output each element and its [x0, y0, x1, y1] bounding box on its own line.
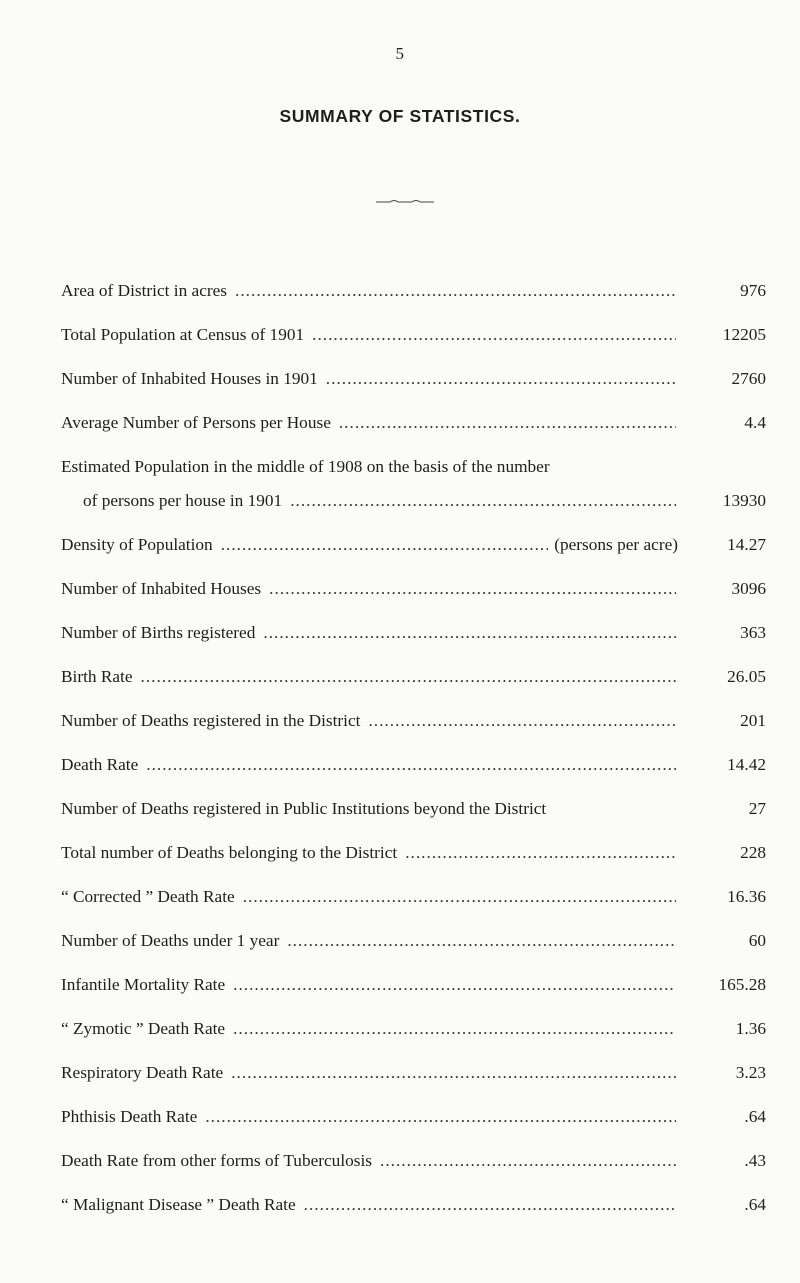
stat-row-corrected-death-rate: [61, 885, 766, 909]
stat-value: 14.42: [727, 755, 766, 774]
stat-row-infantile-mortality: [61, 973, 766, 997]
stat-row-houses-1901: [61, 367, 766, 391]
dot-leader: [368, 709, 676, 733]
stat-label: Number of Inhabited Houses: [61, 579, 262, 598]
stat-label: Number of Inhabited Houses in 1901: [61, 369, 318, 388]
page-title: SUMMARY OF STATISTICS.: [279, 106, 521, 126]
dot-leader: [141, 665, 676, 689]
stat-value: 228: [740, 843, 766, 862]
stat-row-malignant-death-rate: [61, 1193, 766, 1217]
stat-label: Number of Births registered: [61, 623, 256, 642]
stat-row-deaths-district: [61, 709, 766, 733]
dot-leader: [304, 1193, 676, 1217]
dot-leader: [405, 841, 676, 865]
stat-row-births: [61, 621, 766, 645]
stat-value: 26.05: [727, 667, 766, 686]
page-number: 5: [395, 44, 405, 63]
stat-row-tuberculosis-death-rate: [61, 1149, 766, 1173]
stat-label: Infantile Mortality Rate: [61, 975, 226, 994]
stat-label: Phthisis Death Rate: [61, 1107, 198, 1126]
stat-label: Total Population at Census of 1901: [61, 325, 305, 344]
statistics-table: [61, 279, 766, 1237]
dot-leader: [290, 489, 676, 513]
stat-value: 165.28: [718, 975, 766, 994]
stat-value: 201: [740, 711, 766, 730]
stat-value: 4.4: [744, 413, 766, 432]
stat-row-inhabited-houses: [61, 577, 766, 601]
stat-row-respiratory-death-rate: [61, 1061, 766, 1085]
dot-leader: [326, 367, 676, 391]
stat-label: Number of Deaths under 1 year: [61, 931, 280, 950]
stat-label: “ Malignant Disease ” Death Rate: [61, 1195, 296, 1214]
stat-row-persons-per-house: [61, 411, 766, 435]
stat-value: 60: [748, 931, 766, 950]
stat-value: .43: [744, 1151, 766, 1170]
stat-value: 3096: [731, 579, 766, 598]
stat-value: 27: [748, 799, 766, 818]
dot-leader: [243, 885, 676, 909]
stat-row-area: [61, 279, 766, 303]
dot-leader: [221, 533, 549, 557]
stat-value: 976: [740, 281, 766, 300]
dot-leader: [287, 929, 676, 953]
stat-row-death-rate: [61, 753, 766, 777]
dot-leader: [231, 1061, 676, 1085]
stat-label: Death Rate from other forms of Tuberculosis: [61, 1151, 373, 1170]
stat-label-line2: of persons per house in 1901: [83, 491, 283, 510]
dot-leader: [233, 973, 676, 997]
stat-line2: [61, 489, 766, 513]
stat-label-line1: Estimated Population in the middle of 1908 on the basis of the number: [61, 457, 550, 476]
stat-label: Area of District in acres: [61, 281, 228, 300]
stat-row-zymotic-death-rate: [61, 1017, 766, 1041]
stat-label: Number of Deaths registered in the District: [61, 711, 361, 730]
stat-label: Death Rate: [61, 755, 139, 774]
stat-row-density: [61, 533, 766, 557]
stat-value: 363: [740, 623, 766, 642]
dot-leader: [233, 1017, 676, 1041]
stat-row-total-deaths: [61, 841, 766, 865]
stat-note: (persons per acre): [554, 535, 678, 554]
stat-value: 16.36: [727, 887, 766, 906]
stat-label: Number of Deaths registered in Public Institutions beyond the District: [61, 799, 547, 818]
dot-leader: [339, 411, 676, 435]
stat-value: .64: [744, 1195, 766, 1214]
stat-row-deaths-institutions: [61, 797, 766, 821]
dot-leader: [235, 279, 676, 303]
stat-label: “ Zymotic ” Death Rate: [61, 1019, 226, 1038]
stat-row-estimated-population: [61, 455, 766, 513]
stat-label: Density of Population: [61, 535, 213, 554]
stat-label: Average Number of Persons per House: [61, 413, 331, 432]
stat-value: 13930: [722, 491, 766, 510]
dot-leader: [380, 1149, 676, 1173]
stat-row-phthisis-death-rate: [61, 1105, 766, 1129]
dot-leader: [263, 621, 676, 645]
decorative-divider: [376, 198, 434, 206]
stat-row-birth-rate: [61, 665, 766, 689]
stat-value: 2760: [731, 369, 766, 388]
stat-value: 3.23: [735, 1063, 766, 1082]
stat-value: 12205: [722, 325, 766, 344]
stat-value: .64: [744, 1107, 766, 1126]
stat-row-population-1901: [61, 323, 766, 347]
stat-label: “ Corrected ” Death Rate: [61, 887, 235, 906]
stat-label: Respiratory Death Rate: [61, 1063, 224, 1082]
stat-label: Total number of Deaths belonging to the District: [61, 843, 398, 862]
dot-leader: [269, 577, 676, 601]
stat-label: Birth Rate: [61, 667, 133, 686]
stat-row-infant-deaths: [61, 929, 766, 953]
stat-value: 1.36: [735, 1019, 766, 1038]
dot-leader: [205, 1105, 676, 1129]
dot-leader: [146, 753, 676, 777]
dot-leader: [312, 323, 676, 347]
stat-value: 14.27: [727, 535, 766, 554]
